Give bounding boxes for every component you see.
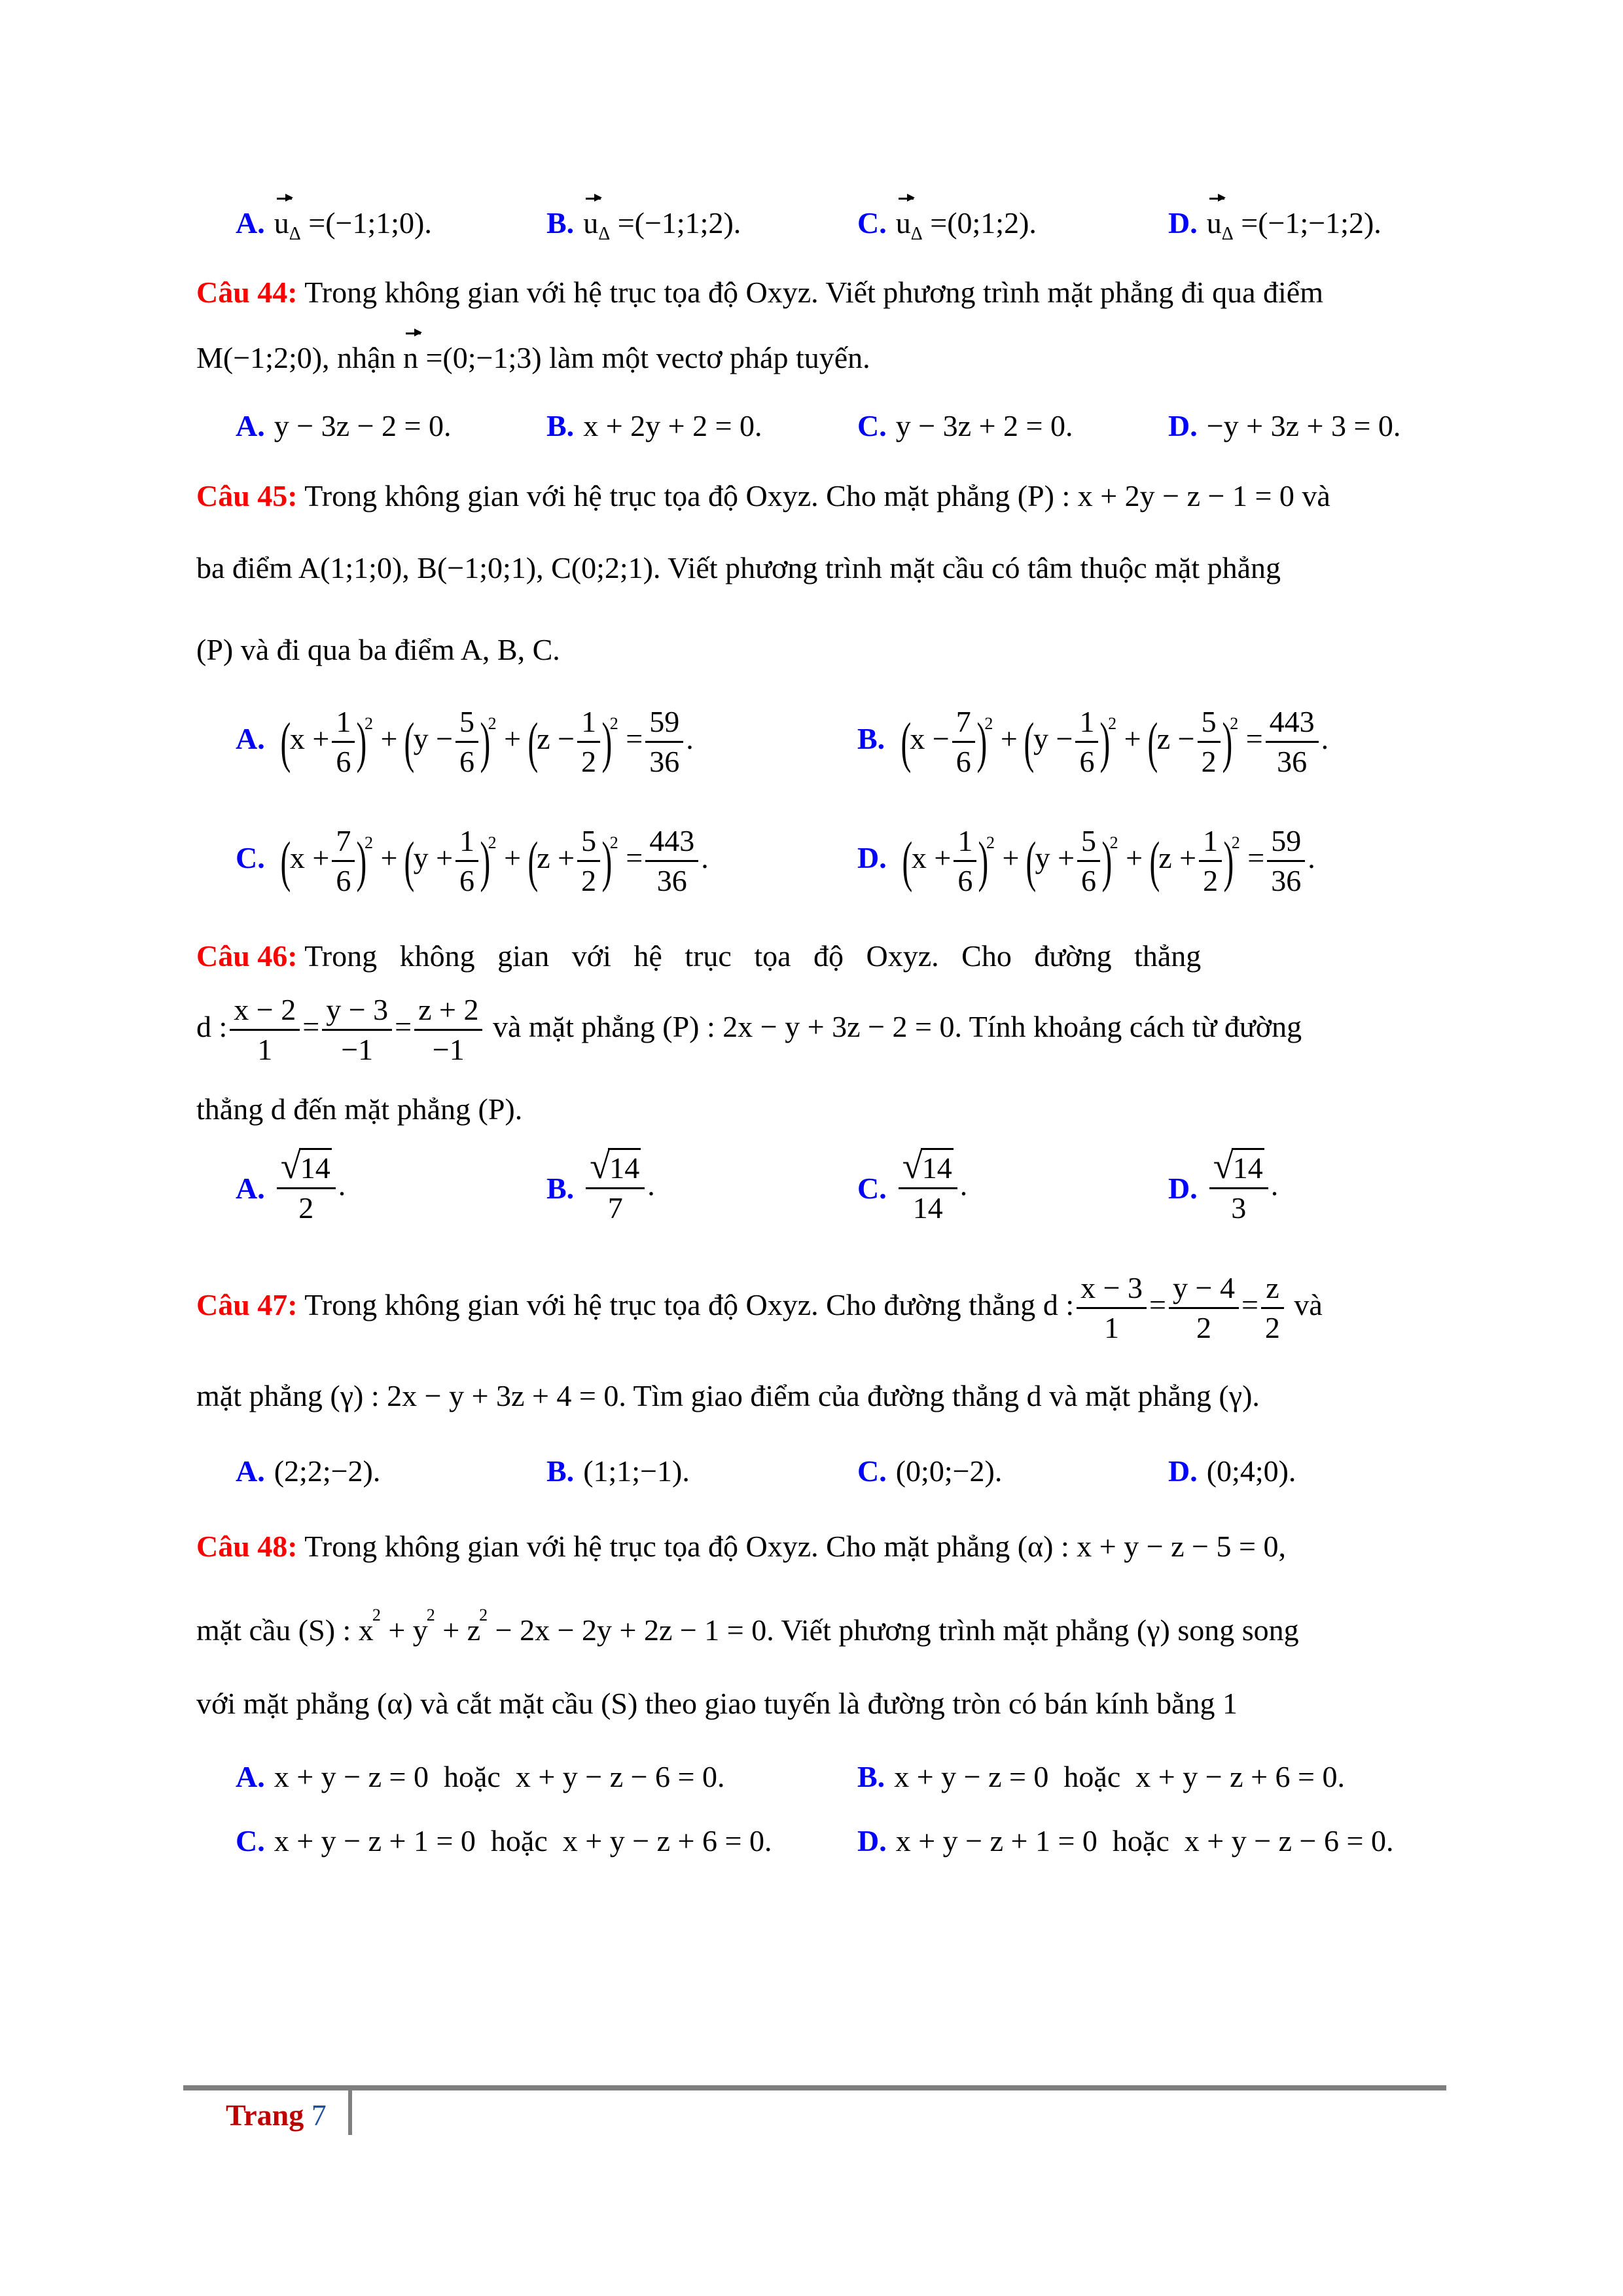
paren: ( xyxy=(902,829,913,893)
fraction: √ 14 14 xyxy=(899,1153,957,1223)
paren: ( xyxy=(527,829,538,893)
footer-separator xyxy=(348,2089,352,2135)
q48-line-1: Câu 48: Trong không gian với hệ trục tọa độ Oxyz. Cho mặt phẳng (α) : x + y − z − 5 = 0, xyxy=(196,1530,1286,1563)
fraction: $\frac{y - 3}{-1}$ xyxy=(322,995,392,1065)
fraction: $\frac{7}{6}$ xyxy=(952,707,975,777)
q44-option-c: C. y − 3z + 2 = 0. xyxy=(857,409,1073,442)
q46-option-d: D. √ 14 3 . xyxy=(1168,1146,1279,1225)
fraction: $\frac{1}{6}$ xyxy=(332,707,355,777)
q45-line-3: (P) và đi qua ba điểm A, B, C. xyxy=(196,633,560,666)
q43-option-b: B. $u_\Delta$ =(−1;1;2). xyxy=(546,206,741,244)
paren: ) xyxy=(1222,710,1232,774)
paren: ( xyxy=(1147,710,1158,774)
fraction: $\frac{y - 4}{2}$ xyxy=(1169,1273,1239,1343)
paren: ( xyxy=(280,829,291,893)
fraction: $\frac{5}{2}$ xyxy=(577,826,600,896)
paren: ( xyxy=(280,710,291,774)
fraction: $\frac{1}{6}$ xyxy=(1075,707,1098,777)
fraction: $\frac{59}{36}$ xyxy=(645,707,683,777)
q44-option-a: A. y − 3z − 2 = 0. xyxy=(236,409,452,442)
footer-rule xyxy=(183,2085,1446,2090)
paren: ( xyxy=(527,710,538,774)
q47-line-2: mặt phẳng (γ) : 2x − y + 3z + 4 = 0. Tìm giao điểm của đường thẳng d và mặt phẳng (γ). xyxy=(196,1379,1260,1412)
q48-option-a: A. x + y − z = 0 hoặc x + y − z − 6 = 0. xyxy=(236,1760,725,1793)
q48-option-b: B. x + y − z = 0 hoặc x + y − z + 6 = 0. xyxy=(857,1760,1345,1793)
fraction: $\frac{z}{2}$ xyxy=(1261,1273,1284,1343)
q44-line-2: M(−1;2;0), nhận n =(0;−1;3) làm một vectơ pháp tuyến. xyxy=(196,341,870,374)
sqrt: √ 14 xyxy=(280,1146,330,1187)
page-footer: Trang 7 xyxy=(226,2098,327,2132)
q45-option-c: C. (x + $\frac{7}{6}$ )$^2$ + (y + $\frac{1}{6}$ )$^2$ + (z + $\frac{5}{2}$ )$^2$ = $\frac{443}{36}$ . xyxy=(236,824,709,897)
q48-option-c: C. x + y − z + 1 = 0 hoặc x + y − z + 6 = 0. xyxy=(236,1824,772,1857)
q45-line-2: ba điểm A(1;1;0), B(−1;0;1), C(0;2;1). Viết phương trình mặt cầu có tâm thuộc mặt phẳng xyxy=(196,551,1281,584)
q47-line-1: Câu 47: Trong không gian với hệ trục tọa độ Oxyz. Cho đường thẳng d : $\frac{x - 3}{1}$ = $\frac{y - 4}{2}$ = $\frac{z}{2}$ và xyxy=(196,1271,1323,1344)
q46-line-2: d : $\frac{x - 2}{1}$ = $\frac{y - 3}{-1}$ = $\frac{z + 2}{-1}$ và mặt phẳng (P) : 2x − y + 3z − 2 = 0. Tính khoảng cách từ đường xyxy=(196,993,1302,1066)
fraction: $\frac{1}{2}$ xyxy=(1199,826,1222,896)
q46-option-c: C. √ 14 14 . xyxy=(857,1146,968,1225)
q47-option-a: A. (2;2;−2). xyxy=(236,1454,381,1488)
q45-option-d: D. (x + $\frac{1}{6}$ )$^2$ + (y + $\frac{5}{6}$ )$^2$ + (z + $\frac{1}{2}$ )$^2$ = $\frac{59}{36}$ . xyxy=(857,824,1315,897)
q48-line-2: mặt cầu (S) : $x^2 + y^2 + z^2 - 2x - 2y + 2z - 1 = 0$. Viết phương trình mặt phẳng (γ) song song xyxy=(196,1605,1299,1647)
paren: ) xyxy=(356,829,367,893)
fraction: √ 14 3 xyxy=(1209,1153,1268,1223)
paren: ) xyxy=(976,710,987,774)
paren: ) xyxy=(1223,829,1234,893)
fraction: $\frac{5}{6}$ xyxy=(1077,826,1100,896)
paren: ) xyxy=(601,710,613,774)
fraction: √ 14 7 xyxy=(586,1153,645,1223)
sqrt: √ 14 xyxy=(902,1146,952,1187)
paren: ( xyxy=(1024,710,1035,774)
paren: ) xyxy=(480,710,491,774)
paren: ( xyxy=(1149,829,1160,893)
q47-option-d: D. (0;4;0). xyxy=(1168,1454,1296,1488)
fraction: $\frac{1}{6}$ xyxy=(455,826,478,896)
fraction: $\frac{443}{36}$ xyxy=(645,826,698,896)
paren: ) xyxy=(356,710,367,774)
paren: ) xyxy=(601,829,613,893)
q46-line-3: thẳng d đến mặt phẳng (P). xyxy=(196,1092,523,1126)
q46-option-a: A. √ 14 2 . xyxy=(236,1146,346,1225)
q44-line-1: Câu 44: Trong không gian với hệ trục tọa độ Oxyz. Viết phương trình mặt phẳng đi qua điểm xyxy=(196,276,1323,309)
fraction: $\frac{1}{6}$ xyxy=(954,826,976,896)
q43-option-a: A. $u_\Delta$ =(−1;1;0). xyxy=(236,206,432,244)
q43-option-d: D. $u_\Delta$ =(−1;−1;2). xyxy=(1168,206,1382,244)
q44-option-b: B. x + 2y + 2 = 0. xyxy=(546,409,762,442)
paren: ) xyxy=(1101,829,1113,893)
sqrt: √ 14 xyxy=(1213,1146,1263,1187)
paren: ( xyxy=(1026,829,1037,893)
q46-line-1: Câu 46: Trong không gian với hệ trục tọa độ Oxyz. Cho đường thẳng xyxy=(196,939,1202,973)
q47-option-b: B. (1;1;−1). xyxy=(546,1454,690,1488)
sqrt: √ 14 xyxy=(590,1146,640,1187)
fraction: $\frac{z + 2}{-1}$ xyxy=(414,995,482,1065)
q48-option-d: D. x + y − z + 1 = 0 hoặc x + y − z − 6 = 0. xyxy=(857,1824,1394,1857)
q48-line-3: với mặt phẳng (α) và cắt mặt cầu (S) theo giao tuyến là đường tròn có bán kính bằng 1 xyxy=(196,1687,1238,1720)
paren: ) xyxy=(480,829,491,893)
paren: ) xyxy=(1099,710,1111,774)
fraction: $\frac{7}{6}$ xyxy=(332,826,355,896)
q44-option-d: D. −y + 3z + 3 = 0. xyxy=(1168,409,1401,442)
q45-line-1: Câu 45: Trong không gian với hệ trục tọa độ Oxyz. Cho mặt phẳng (P) : x + 2y − z − 1 = 0 và xyxy=(196,479,1330,512)
fraction: $\frac{59}{36}$ xyxy=(1267,826,1305,896)
q47-option-c: C. (0;0;−2). xyxy=(857,1454,1003,1488)
fraction: √ 14 2 xyxy=(277,1153,336,1223)
paren: ( xyxy=(404,829,415,893)
q46-option-b: B. √ 14 7 . xyxy=(546,1146,655,1225)
fraction: $\frac{x - 3}{1}$ xyxy=(1077,1273,1147,1343)
fraction: $\frac{443}{36}$ xyxy=(1266,707,1319,777)
q43-option-c: C. $u_\Delta$ =(0;1;2). xyxy=(857,206,1037,244)
paren: ( xyxy=(901,710,911,774)
paren: ( xyxy=(404,710,415,774)
fraction: $\frac{5}{6}$ xyxy=(455,707,478,777)
q45-option-b: B. (x − $\frac{7}{6}$ )$^2$ + (y − $\frac{1}{6}$ )$^2$ + (z − $\frac{5}{2}$ )$^2$ = $\frac{443}{36}$ . xyxy=(857,705,1329,778)
fraction: $\frac{x - 2}{1}$ xyxy=(230,995,300,1065)
paren: ) xyxy=(978,829,989,893)
fraction: $\frac{1}{2}$ xyxy=(577,707,600,777)
q45-option-a: A. (x + $\frac{1}{6}$ )$^2$ + (y − $\frac{5}{6}$ )$^2$ + (z − $\frac{1}{2}$ )$^2$ = $\frac{59}{36}$ . xyxy=(236,705,694,778)
fraction: $\frac{5}{2}$ xyxy=(1198,707,1221,777)
